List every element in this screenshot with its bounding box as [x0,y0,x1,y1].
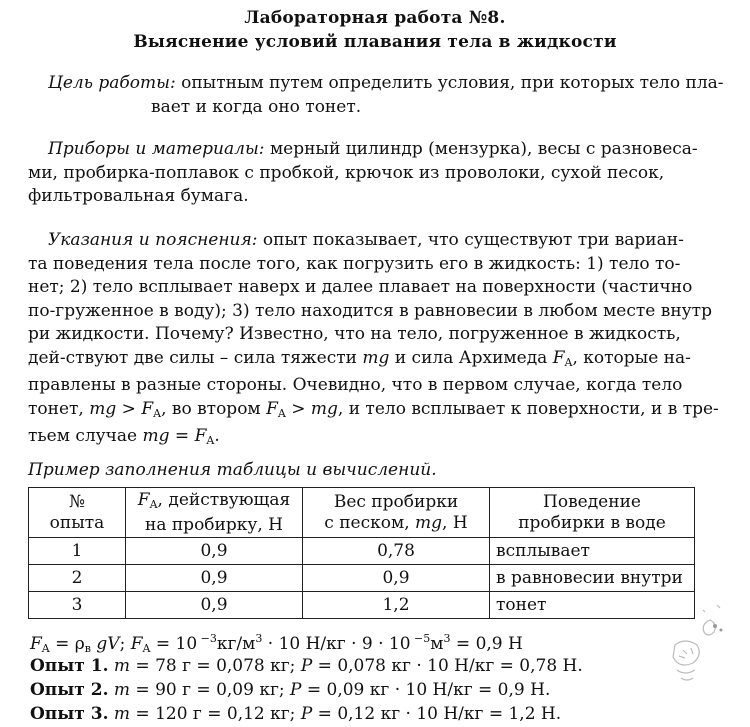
equipment-text-2: ми, пробирка-поплавок с пробкой, крючок из проволоки, сухой песок, [28,162,665,183]
notes-text-6: дей-ствуют две силы – сила тяжести mg и сила Архимеда $F_A$, которые на- [28,347,691,369]
doodle-icon [655,590,735,690]
cell-behavior: всплывает [490,538,695,565]
cell-force: 0,9 [126,565,303,592]
equipment-section [28,138,740,209]
notes-label: Указания и пояснения: [48,230,258,250]
cell-behavior: в равновесии внутри [490,565,695,592]
cell-number: 3 [29,592,126,619]
experiment-2-calc: Опыт 2. m = 90 г = 0,09 кг; P = 0,09 кг · 10 Н/кг = 0,9 Н. [30,680,551,700]
equipment-text-3: фильтровальная бумага. [28,186,249,206]
header-force: $F_A$, действующая на пробирку, Н [126,488,303,538]
header-behavior: Поведение пробирки в воде [490,488,695,538]
goal-text-1: опытным путем определить условия, при которых тело пла- [181,73,724,93]
cell-number: 2 [29,565,126,592]
archimedes-formula: $F_A = \rho_в$ gV; $F_A = 10$ $^{-3}кг/м^3 \cdot 10$ Н/кг · 9 · 10 $^{-5}м^3 = 0,9$ Н [30,632,523,655]
header-weight: Вес пробирки с песком, mg, Н [303,488,490,538]
notes-text-9: тьем случае mg = $F_A$. [28,426,220,447]
table-row [29,565,695,592]
table-header-row [29,488,695,538]
notes-text-2: та поведения тела после того, как погрузить его в жидкость: 1) тело то- [28,253,681,274]
notes-text-7: правлены в разные стороны. Очевидно, что в первом случае, когда тело [28,375,683,395]
equipment-label: Приборы и материалы: [48,139,265,159]
equipment-text-1: мерный цилиндр (мензурка), весы с разновеса- [269,139,698,159]
cell-number: 1 [29,538,126,565]
cell-weight: 1,2 [303,592,490,619]
cell-weight: 0,9 [303,565,490,592]
table-row [29,538,695,565]
cell-weight: 0,78 [303,538,490,565]
notes-text-1: опыт показывает, что существуют три вариан- [262,230,684,250]
table-row [29,592,695,619]
goal-label: Цель работы: [48,73,176,93]
cell-force: 0,9 [126,592,303,619]
results-table [28,487,695,619]
page-subtitle: Выяснение условий плавания тела в жидкости [133,32,617,52]
goal-section [28,72,740,119]
notes-text-8: тонет, mg > $F_A$, во втором $F_A$ > mg, и тело всплывает к поверхности, и в тре- [28,398,719,420]
notes-section [28,229,740,453]
notes-text-4: по-груженное в воду); 3) тело находится в равновесии в любом месте внутр [28,300,712,321]
experiment-3-calc: Опыт 3. m = 120 г = 0,12 кг; P = 0,12 кг · 10 Н/кг = 1,2 Н. [30,704,562,724]
page-title: Лабораторная работа №8. [244,8,506,28]
experiment-1-calc: Опыт 1. m = 78 г = 0,078 кг; P = 0,078 кг · 10 Н/кг = 0,78 Н. [30,656,583,676]
cell-behavior: тонет [490,592,695,619]
notes-text-3: нет; 2) тело всплывает наверх и далее плавает на поверхности (частично [28,277,693,297]
cell-force: 0,9 [126,538,303,565]
table-caption: Пример заполнения таблицы и вычислений. [28,460,437,480]
goal-text-2: вает и когда оно тонет. [151,96,362,117]
header-number: № опыта [29,488,126,538]
notes-text-5: ри жидкости. Почему? Известно, что на тело, погруженное в жидкость, [28,324,681,344]
